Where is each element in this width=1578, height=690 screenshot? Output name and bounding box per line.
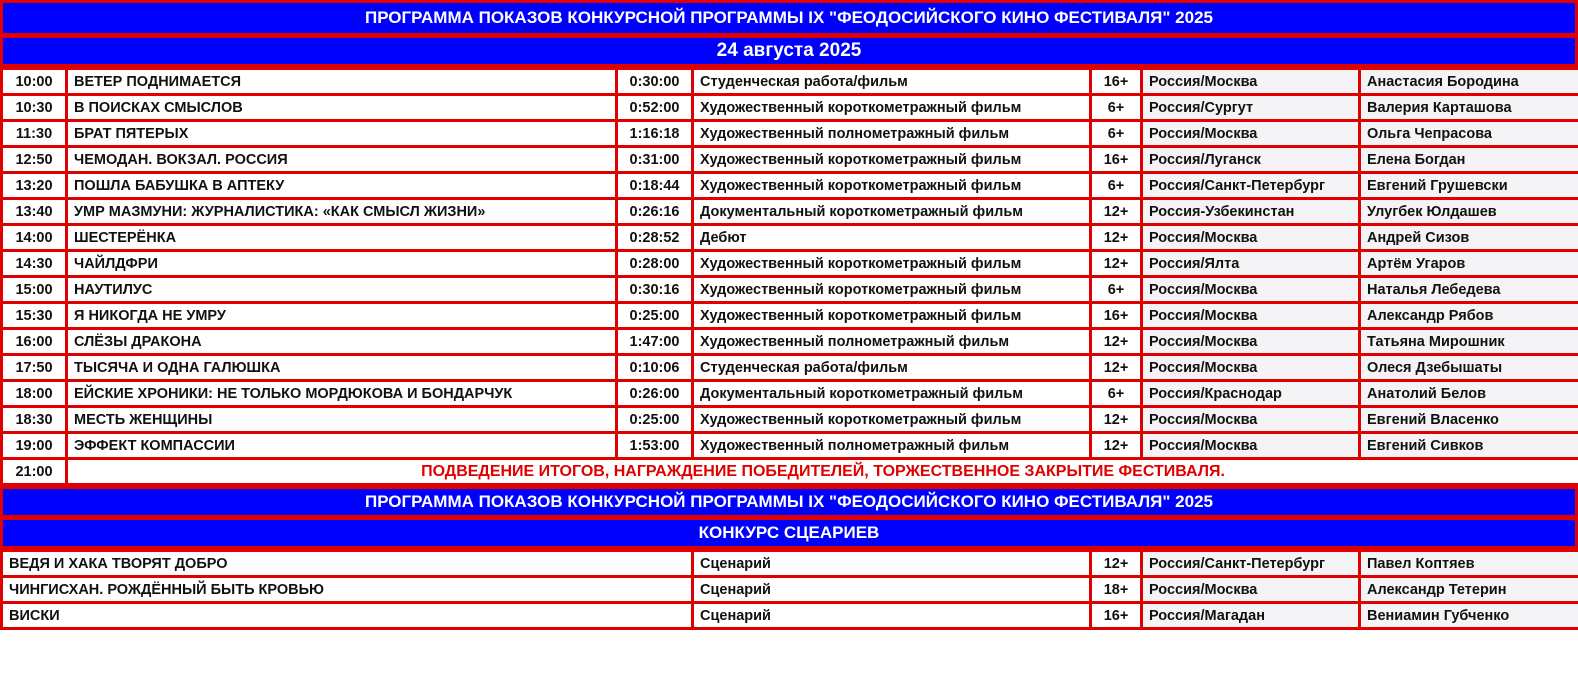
screening-row: [2, 277, 1578, 303]
screening-row: [2, 121, 1578, 147]
film-duration: 0:26:16: [617, 199, 693, 225]
program-title: ПРОГРАММА ПОКАЗОВ КОНКУРСНОЙ ПРОГРАММЫ IX "ФЕОДОСИЙСКОГО КИНО ФЕСТИВАЛЯ" 2025: [0, 0, 1578, 36]
film-duration: 1:16:18: [617, 121, 693, 147]
film-title: УМР МАЗМУНИ: ЖУРНАЛИСТИКА: «КАК СМЫСЛ ЖИЗНИ»: [67, 199, 617, 225]
film-category: Студенческая работа/фильм: [693, 69, 1091, 95]
age-rating: 12+: [1091, 433, 1142, 459]
film-director: Улугбек Юлдашев: [1360, 199, 1578, 225]
screening-row: [2, 329, 1578, 355]
screening-row: [2, 381, 1578, 407]
film-director: Елена Богдан: [1360, 147, 1578, 173]
film-duration: 0:10:06: [617, 355, 693, 381]
age-rating: 12+: [1091, 551, 1142, 577]
film-title: ЧАЙЛДФРИ: [67, 251, 617, 277]
age-rating: 6+: [1091, 173, 1142, 199]
film-category: Студенческая работа/фильм: [693, 355, 1091, 381]
film-title: ПОШЛА БАБУШКА В АПТЕКУ: [67, 173, 617, 199]
film-title: СЛЁЗЫ ДРАКОНА: [67, 329, 617, 355]
film-category: Художественный короткометражный фильм: [693, 407, 1091, 433]
film-director: Татьяна Мирошник: [1360, 329, 1578, 355]
script-category: Сценарий: [693, 577, 1091, 603]
film-director: Наталья Лебедева: [1360, 277, 1578, 303]
age-rating: 6+: [1091, 121, 1142, 147]
film-category: Художественный короткометражный фильм: [693, 95, 1091, 121]
screening-row: [2, 69, 1578, 95]
screening-time: 16:00: [2, 329, 67, 355]
screenings-table: [0, 67, 1578, 486]
script-country: Россия/Магадан: [1142, 603, 1360, 629]
film-country: Россия/Луганск: [1142, 147, 1360, 173]
film-country: Россия/Краснодар: [1142, 381, 1360, 407]
screening-time: 10:00: [2, 69, 67, 95]
film-category: Художественный полнометражный фильм: [693, 329, 1091, 355]
age-rating: 16+: [1091, 69, 1142, 95]
film-duration: 1:53:00: [617, 433, 693, 459]
age-rating: 12+: [1091, 355, 1142, 381]
film-country: Россия/Москва: [1142, 121, 1360, 147]
film-title: МЕСТЬ ЖЕНЩИНЫ: [67, 407, 617, 433]
screening-row: [2, 251, 1578, 277]
film-country: Россия/Москва: [1142, 433, 1360, 459]
film-director: Валерия Карташова: [1360, 95, 1578, 121]
screening-time: 15:30: [2, 303, 67, 329]
age-rating: 12+: [1091, 251, 1142, 277]
film-title: Я НИКОГДА НЕ УМРУ: [67, 303, 617, 329]
closing-time: 21:00: [2, 459, 67, 485]
screening-row: [2, 173, 1578, 199]
script-row: [2, 603, 1578, 629]
film-country: Россия/Ялта: [1142, 251, 1360, 277]
film-category: Художественный полнометражный фильм: [693, 433, 1091, 459]
script-category: Сценарий: [693, 551, 1091, 577]
film-director: Анатолий Белов: [1360, 381, 1578, 407]
screening-time: 14:30: [2, 251, 67, 277]
film-category: Дебют: [693, 225, 1091, 251]
script-title: ВИСКИ: [2, 603, 693, 629]
film-category: Документальный короткометражный фильм: [693, 381, 1091, 407]
screening-time: 12:50: [2, 147, 67, 173]
age-rating: 12+: [1091, 199, 1142, 225]
film-country: Россия/Москва: [1142, 407, 1360, 433]
film-director: Евгений Грушевски: [1360, 173, 1578, 199]
screening-time: 11:30: [2, 121, 67, 147]
film-director: Андрей Сизов: [1360, 225, 1578, 251]
script-country: Россия/Москва: [1142, 577, 1360, 603]
film-title: ТЫСЯЧА И ОДНА ГАЛЮШКА: [67, 355, 617, 381]
film-title: ШЕСТЕРЁНКА: [67, 225, 617, 251]
film-category: Художественный короткометражный фильм: [693, 147, 1091, 173]
film-category: Художественный короткометражный фильм: [693, 303, 1091, 329]
closing-note: ПОДВЕДЕНИЕ ИТОГОВ, НАГРАЖДЕНИЕ ПОБЕДИТЕЛЕЙ, ТОРЖЕСТВЕННОЕ ЗАКРЫТИЕ ФЕСТИВАЛЯ.: [67, 459, 1578, 485]
film-title: ЧЕМОДАН. ВОКЗАЛ. РОССИЯ: [67, 147, 617, 173]
film-director: Ольга Чепрасова: [1360, 121, 1578, 147]
screening-row: [2, 199, 1578, 225]
screening-time: 18:30: [2, 407, 67, 433]
screening-row: [2, 303, 1578, 329]
age-rating: 6+: [1091, 277, 1142, 303]
film-category: Художественный короткометражный фильм: [693, 277, 1091, 303]
age-rating: 12+: [1091, 225, 1142, 251]
film-country: Россия/Москва: [1142, 277, 1360, 303]
script-author: Вениамин Губченко: [1360, 603, 1578, 629]
screening-time: 17:50: [2, 355, 67, 381]
screening-time: 19:00: [2, 433, 67, 459]
script-row: [2, 551, 1578, 577]
age-rating: 16+: [1091, 603, 1142, 629]
scripts-table: [0, 549, 1578, 630]
screening-time: 14:00: [2, 225, 67, 251]
film-category: Художественный короткометражный фильм: [693, 173, 1091, 199]
film-country: Россия/Москва: [1142, 69, 1360, 95]
scripts-section-title: КОНКУРС СЦЕАРИЕВ: [0, 517, 1578, 549]
film-country: Россия/Сургут: [1142, 95, 1360, 121]
screening-row: [2, 407, 1578, 433]
screening-time: 10:30: [2, 95, 67, 121]
film-title: ВЕТЕР ПОДНИМАЕТСЯ: [67, 69, 617, 95]
screening-time: 13:20: [2, 173, 67, 199]
script-row: [2, 577, 1578, 603]
scripts-body: [2, 551, 1578, 629]
program-title-2: ПРОГРАММА ПОКАЗОВ КОНКУРСНОЙ ПРОГРАММЫ IX "ФЕОДОСИЙСКОГО КИНО ФЕСТИВАЛЯ" 2025: [0, 486, 1578, 518]
closing-row: [2, 459, 1578, 485]
age-rating: 12+: [1091, 329, 1142, 355]
date-title: 24 августа 2025: [0, 35, 1578, 67]
film-country: Россия/Москва: [1142, 303, 1360, 329]
script-title: ЧИНГИСХАН. РОЖДЁННЫЙ БЫТЬ КРОВЬЮ: [2, 577, 693, 603]
film-country: Россия/Москва: [1142, 355, 1360, 381]
film-duration: 0:52:00: [617, 95, 693, 121]
script-country: Россия/Санкт-Петербург: [1142, 551, 1360, 577]
age-rating: 18+: [1091, 577, 1142, 603]
film-director: Евгений Сивков: [1360, 433, 1578, 459]
screening-row: [2, 433, 1578, 459]
script-category: Сценарий: [693, 603, 1091, 629]
film-duration: 0:31:00: [617, 147, 693, 173]
film-duration: 0:30:16: [617, 277, 693, 303]
film-duration: 0:25:00: [617, 407, 693, 433]
film-director: Анастасия Бородина: [1360, 69, 1578, 95]
film-category: Художественный короткометражный фильм: [693, 251, 1091, 277]
film-duration: 0:25:00: [617, 303, 693, 329]
script-author: Александр Тетерин: [1360, 577, 1578, 603]
age-rating: 6+: [1091, 381, 1142, 407]
screening-time: 13:40: [2, 199, 67, 225]
film-duration: 0:26:00: [617, 381, 693, 407]
film-duration: 0:18:44: [617, 173, 693, 199]
film-director: Артём Угаров: [1360, 251, 1578, 277]
film-country: Россия-Узбекинстан: [1142, 199, 1360, 225]
film-title: ЭФФЕКТ КОМПАССИИ: [67, 433, 617, 459]
screening-row: [2, 225, 1578, 251]
film-category: Документальный короткометражный фильм: [693, 199, 1091, 225]
film-country: Россия/Москва: [1142, 329, 1360, 355]
age-rating: 12+: [1091, 407, 1142, 433]
script-author: Павел Коптяев: [1360, 551, 1578, 577]
film-director: Евгений Власенко: [1360, 407, 1578, 433]
age-rating: 6+: [1091, 95, 1142, 121]
film-title: БРАТ ПЯТЕРЫХ: [67, 121, 617, 147]
film-country: Россия/Москва: [1142, 225, 1360, 251]
screening-row: [2, 147, 1578, 173]
film-director: Олеся Дзебышаты: [1360, 355, 1578, 381]
film-category: Художественный полнометражный фильм: [693, 121, 1091, 147]
screening-row: [2, 95, 1578, 121]
screenings-body: [2, 69, 1578, 485]
film-title: НАУТИЛУС: [67, 277, 617, 303]
film-duration: 0:28:52: [617, 225, 693, 251]
screening-row: [2, 355, 1578, 381]
film-title: В ПОИСКАХ СМЫСЛОВ: [67, 95, 617, 121]
film-duration: 0:30:00: [617, 69, 693, 95]
age-rating: 16+: [1091, 303, 1142, 329]
film-duration: 0:28:00: [617, 251, 693, 277]
film-title: ЕЙСКИЕ ХРОНИКИ: НЕ ТОЛЬКО МОРДЮКОВА И БОНДАРЧУК: [67, 381, 617, 407]
film-duration: 1:47:00: [617, 329, 693, 355]
age-rating: 16+: [1091, 147, 1142, 173]
screening-time: 15:00: [2, 277, 67, 303]
film-director: Александр Рябов: [1360, 303, 1578, 329]
film-country: Россия/Санкт-Петербург: [1142, 173, 1360, 199]
script-title: ВЕДЯ И ХАКА ТВОРЯТ ДОБРО: [2, 551, 693, 577]
screening-time: 18:00: [2, 381, 67, 407]
